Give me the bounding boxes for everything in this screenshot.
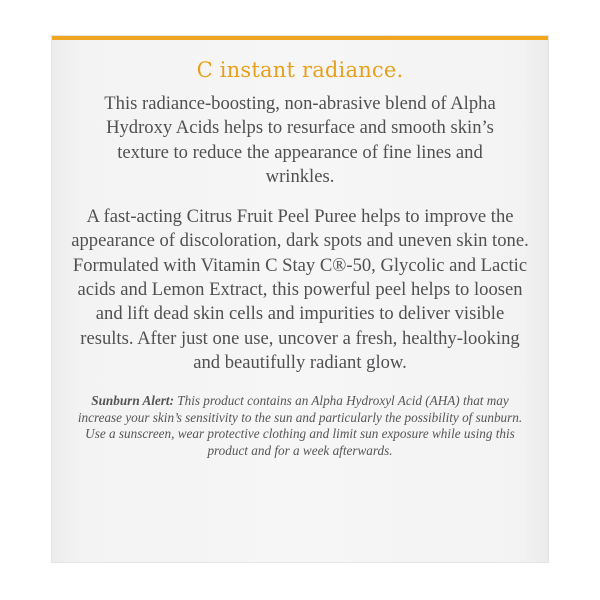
sunburn-alert-label: Sunburn Alert: [91,393,174,409]
description-paragraph-1: This radiance-boosting, non-abrasive blend of Alpha Hydroxy Acids helps to resurface and smooth skin’s texture to reduce the appearance of fine lines and wrinkles. [104,93,496,187]
headline: C instant radiance. [196,58,404,82]
description-paragraph-2: A fast-acting Citrus Fruit Peel Puree helps to improve the appearance of discoloration, dark spots and uneven skin tone. Formulated with Vitamin C Stay C®-50, Glycolic and Lactic acids and Lemon Extract, this powerful peel helps to loosen and lift dead skin cells and impurities to deliver visible results. After just one use, uncover a fresh, healthy-looking and beautifully radiant glow. [71,206,529,373]
packaging-panel [52,36,548,562]
sunburn-alert-text: This product contains an Alpha Hydroxyl Acid (AHA) that may increase your skin’s sensitivity to the sun and particularly the possibility of sunburn. Use a sunscreen, wear protective clothing and limit sun exposure while using this product and for a week afterwards. [77,393,523,459]
orange-top-stripe-right [398,36,548,40]
sunburn-alert [76,393,524,459]
panel-text [66,58,534,460]
